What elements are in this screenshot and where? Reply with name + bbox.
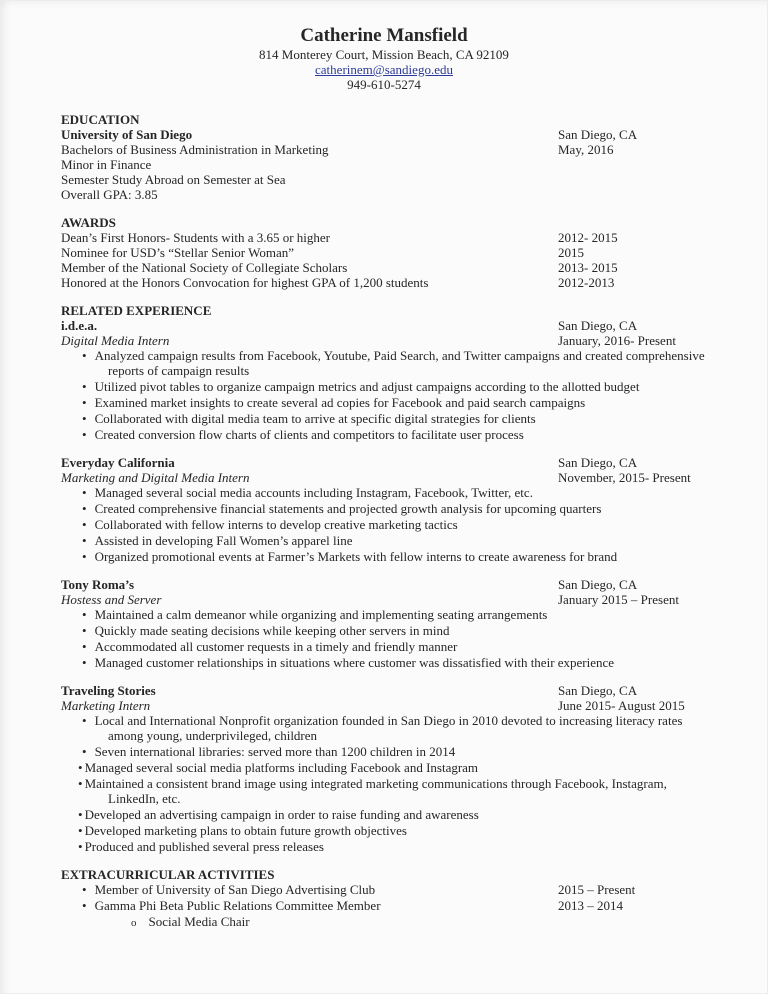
phone-line: 949-610-5274 — [347, 77, 421, 92]
job-bullet — [61, 839, 707, 854]
bullet-icon: • — [82, 655, 87, 670]
awards-list — [61, 230, 707, 290]
award-text: Member of the National Society of Collegiate Scholars — [61, 260, 348, 275]
job-bullet-text: Collaborated with digital media team to arrive at specific digital strategies for clients — [94, 411, 536, 426]
extracurricular-heading: EXTRACURRICULAR ACTIVITIES — [61, 867, 275, 882]
award-row — [61, 275, 707, 290]
extracurricular-item — [61, 898, 558, 913]
job-bullet-text: Developed marketing plans to obtain future growth objectives — [84, 823, 407, 838]
extracurricular-item — [61, 882, 558, 897]
degree-name: Bachelors of Business Administration in Marketing — [61, 142, 329, 157]
bullet-icon: • — [82, 517, 87, 532]
award-date: 2013- 2015 — [558, 260, 618, 275]
job-title-row — [61, 592, 707, 607]
job-block — [61, 577, 707, 670]
job-bullet — [61, 744, 707, 759]
experience-heading: RELATED EXPERIENCE — [61, 303, 212, 318]
extracurricular-list — [61, 882, 707, 913]
job-bullet — [61, 379, 707, 394]
job-bullet-text: Developed an advertising campaign in order to raise funding and awareness — [84, 807, 479, 822]
bullet-icon: • — [82, 549, 87, 564]
bullet-icon: • — [82, 395, 87, 410]
job-bullet-text: Maintained a consistent brand image using integrated marketing communications through Facebook, Instagram, LinkedIn, etc. — [84, 776, 667, 806]
job-bullet — [61, 807, 707, 822]
job-bullet-text: Maintained a calm demeanor while organizing and implementing seating arrangements — [94, 607, 548, 622]
job-dates: January 2015 – Present — [558, 592, 679, 607]
award-row — [61, 230, 707, 245]
job-title: Digital Media Intern — [61, 333, 170, 348]
job-bullets — [61, 485, 707, 564]
job-title: Hostess and Server — [61, 592, 162, 607]
email-line — [61, 62, 707, 77]
job-company: Everyday California — [61, 455, 175, 470]
education-school-row — [61, 127, 707, 142]
extracurricular-row — [61, 898, 707, 913]
person-name: Catherine Mansfield — [300, 25, 468, 46]
bullet-icon: • — [82, 623, 87, 638]
awards-heading: AWARDS — [61, 215, 116, 230]
job-title: Marketing and Digital Media Intern — [61, 470, 250, 485]
job-bullet — [61, 517, 707, 532]
job-dates: June 2015- August 2015 — [558, 698, 685, 713]
job-bullet — [61, 411, 707, 426]
experience-section — [61, 303, 707, 854]
job-bullet-text: Produced and published several press releases — [84, 839, 324, 854]
sub-item-text: Social Media Chair — [148, 914, 250, 929]
award-date: 2012- 2015 — [558, 230, 618, 245]
bullet-icon: • — [82, 713, 87, 728]
job-bullet — [61, 427, 707, 442]
jobs-list — [61, 318, 707, 854]
email-link[interactable]: catherinem@sandiego.edu — [315, 62, 453, 77]
bullet-icon: • — [82, 501, 87, 516]
job-bullet — [61, 607, 707, 622]
job-bullet — [61, 485, 707, 500]
education-section — [61, 112, 707, 202]
job-bullet-text: Managed customer relationships in situations where customer was dissatisfied with their experience — [94, 655, 615, 670]
education-minor: Minor in Finance — [61, 157, 152, 172]
job-bullet-text: Analyzed campaign results from Facebook, Youtube, Paid Search, and Twitter campaigns and created comprehensive reports of campaign results — [94, 348, 705, 378]
circle-bullet-icon: o — [131, 917, 137, 929]
award-text: Dean’s First Honors- Students with a 3.65 or higher — [61, 230, 331, 245]
job-bullet — [61, 655, 707, 670]
job-title-row — [61, 698, 707, 713]
extracurricular-item-text: Member of University of San Diego Advertising Club — [94, 882, 376, 897]
job-bullet — [61, 549, 707, 564]
job-bullet-text: Created conversion flow charts of clients and competitors to facilitate user process — [94, 427, 524, 442]
awards-section — [61, 215, 707, 290]
job-company: Tony Roma’s — [61, 577, 135, 592]
bullet-icon: • — [78, 807, 83, 822]
extracurricular-item-text: Gamma Phi Beta Public Relations Committee Member — [94, 898, 381, 913]
school-name: University of San Diego — [61, 127, 193, 142]
school-location: San Diego, CA — [558, 127, 638, 142]
job-bullet — [61, 533, 707, 548]
job-bullets — [61, 607, 707, 670]
bullet-icon: • — [82, 639, 87, 654]
bullet-icon: • — [78, 823, 83, 838]
award-row — [61, 260, 707, 275]
education-heading: EDUCATION — [61, 112, 140, 127]
job-title-row — [61, 333, 707, 348]
job-location: San Diego, CA — [558, 577, 638, 592]
bullet-icon: • — [78, 839, 83, 854]
job-bullet-text: Quickly made seating decisions while keeping other servers in mind — [94, 623, 450, 638]
job-bullet-text: Accommodated all customer requests in a timely and friendly manner — [94, 639, 458, 654]
education-degree-row — [61, 142, 707, 157]
award-text: Nominee for USD’s “Stellar Senior Woman” — [61, 245, 295, 260]
bullet-icon: • — [82, 411, 87, 426]
extracurricular-section — [61, 867, 707, 931]
job-block — [61, 455, 707, 564]
job-bullet — [61, 348, 707, 378]
job-dates: January, 2016- Present — [558, 333, 676, 348]
education-study-abroad: Semester Study Abroad on Semester at Sea — [61, 172, 286, 187]
job-bullet-text: Local and International Nonprofit organization founded in San Diego in 2010 devoted to increasing literacy rates among young, underprivileged, children — [94, 713, 683, 743]
job-block — [61, 318, 707, 442]
job-bullet — [61, 395, 707, 410]
job-location: San Diego, CA — [558, 683, 638, 698]
job-location: San Diego, CA — [558, 318, 638, 333]
job-company: i.d.e.a. — [61, 318, 98, 333]
bullet-icon: • — [82, 533, 87, 548]
job-company: Traveling Stories — [61, 683, 156, 698]
award-date: 2015 — [558, 245, 584, 260]
job-bullet-text: Created comprehensive financial statements and projected growth analysis for upcoming quarters — [94, 501, 602, 516]
job-bullet — [61, 713, 707, 743]
job-bullet-text: Examined market insights to create several ad copies for Facebook and paid search campaigns — [94, 395, 586, 410]
graduation-date: May, 2016 — [558, 142, 614, 157]
education-gpa: Overall GPA: 3.85 — [61, 187, 158, 202]
bullet-icon: • — [82, 379, 87, 394]
job-bullet — [61, 501, 707, 516]
job-title: Marketing Intern — [61, 698, 151, 713]
job-bullet-text: Managed several social media platforms including Facebook and Instagram — [84, 760, 479, 775]
bullet-icon: • — [82, 744, 87, 759]
address-line: 814 Monterey Court, Mission Beach, CA 92109 — [259, 47, 509, 62]
resume-header — [61, 25, 707, 92]
job-bullet — [61, 639, 707, 654]
bullet-icon: • — [82, 485, 87, 500]
bullet-icon: • — [82, 882, 87, 897]
bullet-icon: • — [82, 898, 87, 913]
extracurricular-row — [61, 882, 707, 897]
job-header-row — [61, 455, 707, 470]
award-text: Honored at the Honors Convocation for highest GPA of 1,200 students — [61, 275, 429, 290]
job-bullet-text: Collaborated with fellow interns to develop creative marketing tactics — [94, 517, 458, 532]
job-bullets — [61, 713, 707, 854]
job-dates: November, 2015- Present — [558, 470, 691, 485]
job-block — [61, 683, 707, 854]
bullet-icon: • — [82, 607, 87, 622]
job-header-row — [61, 577, 707, 592]
job-bullet — [61, 623, 707, 638]
job-bullet-text: Utilized pivot tables to organize campaign metrics and adjust campaigns according to the allotted budget — [94, 379, 640, 394]
job-location: San Diego, CA — [558, 455, 638, 470]
bullet-icon: • — [82, 348, 87, 363]
job-bullet-text: Assisted in developing Fall Women’s apparel line — [94, 533, 353, 548]
bullet-icon: • — [82, 427, 87, 442]
job-bullet-text: Organized promotional events at Farmer’s Markets with fellow interns to create awareness for brand — [94, 549, 618, 564]
bullet-icon: • — [78, 776, 83, 791]
job-bullet — [61, 760, 707, 775]
extracurricular-sub-item — [61, 914, 707, 931]
job-bullet — [61, 776, 707, 806]
extracurricular-date: 2013 – 2014 — [558, 898, 623, 913]
award-row — [61, 245, 707, 260]
job-bullet — [61, 823, 707, 838]
job-bullets — [61, 348, 707, 442]
job-header-row — [61, 683, 707, 698]
job-title-row — [61, 470, 707, 485]
job-header-row — [61, 318, 707, 333]
extracurricular-date: 2015 – Present — [558, 882, 636, 897]
job-bullet-text: Managed several social media accounts including Instagram, Facebook, Twitter, etc. — [94, 485, 533, 500]
job-bullet-text: Seven international libraries: served more than 1200 children in 2014 — [94, 744, 456, 759]
bullet-icon: • — [78, 760, 83, 775]
award-date: 2012-2013 — [558, 275, 615, 290]
